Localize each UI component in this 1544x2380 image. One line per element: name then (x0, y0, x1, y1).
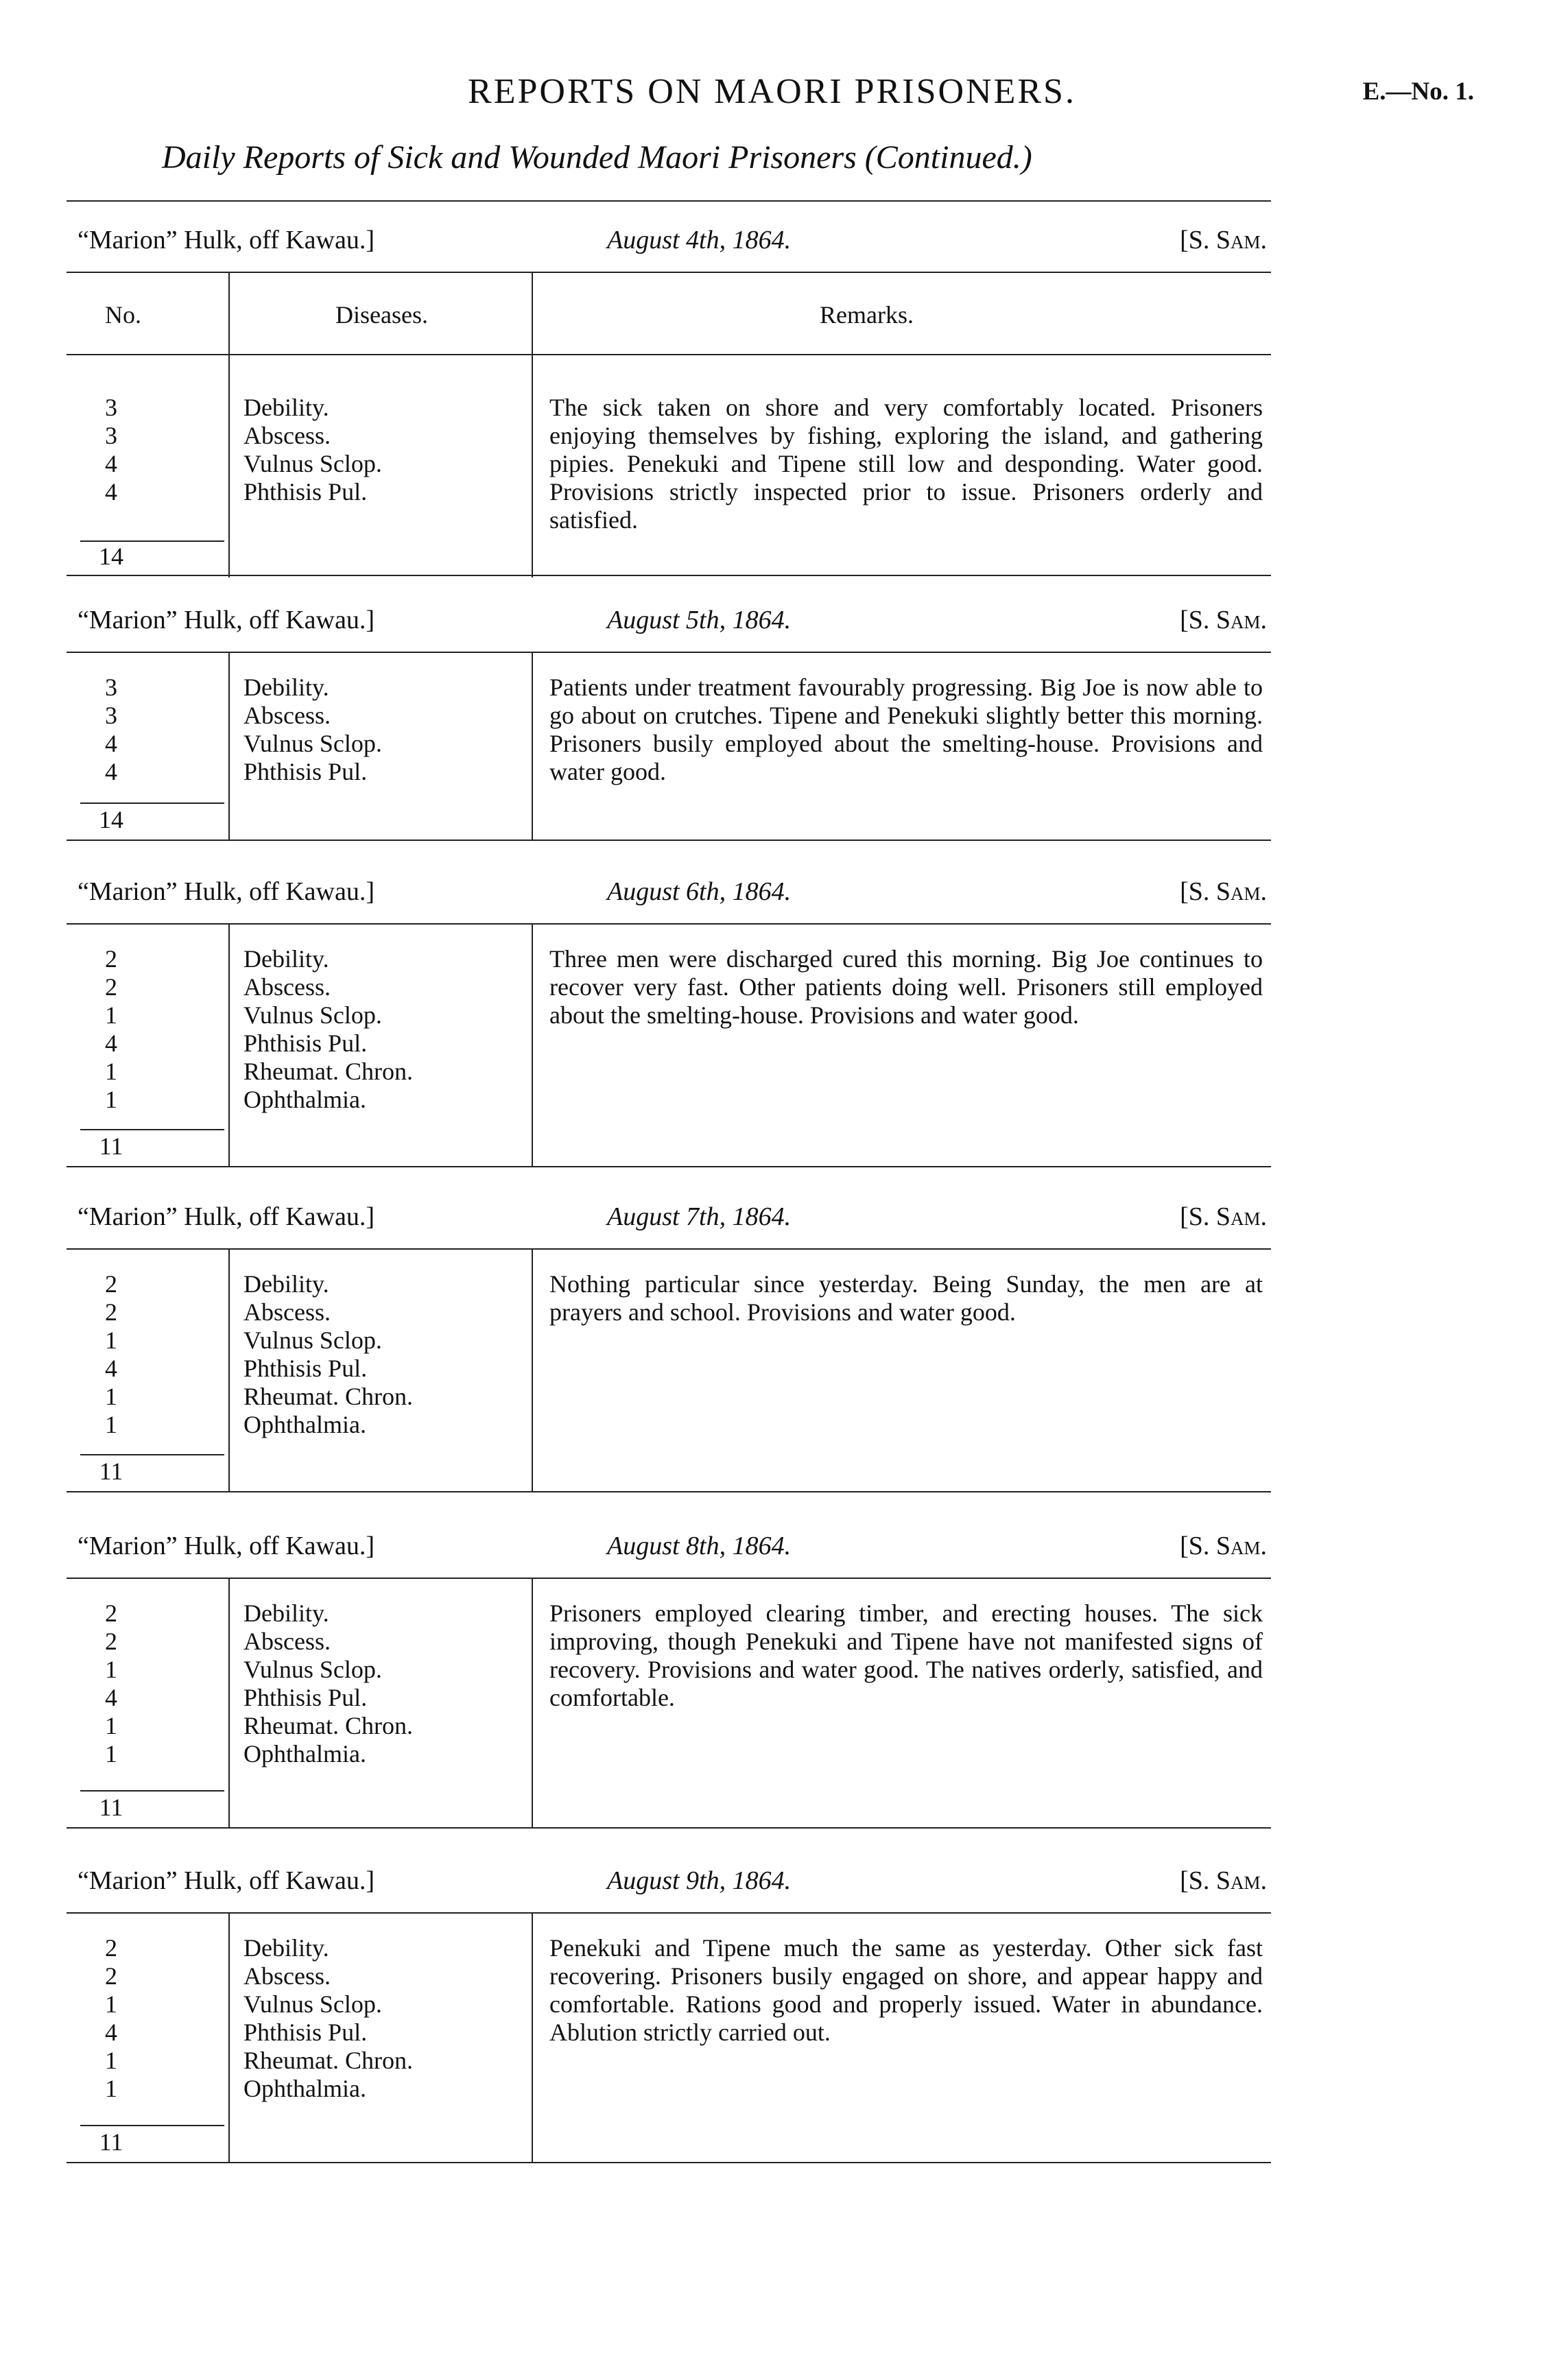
page-title: REPORTS ON MAORI PRISONERS. (468, 72, 1076, 111)
disease-name: Debility. (244, 1934, 329, 1962)
report-remarks: Nothing particular since yesterday. Being Sunday, the men are at prayers and school. Provisions and water good. (549, 1270, 1263, 1326)
report-officer: [S. Sam. (1180, 226, 1267, 254)
report-remarks: Patients under treatment favourably progressing. Big Joe is now able to go about on crutches. Tipene and Penekuki slightly better this morning. Prisoners busily employed about the smelting-house. Provisions and water good. (549, 674, 1263, 785)
disease-count: 3 (105, 674, 117, 701)
disease-name: Rheumat. Chron. (244, 1712, 413, 1739)
disease-name: Phthisis Pul. (244, 2019, 368, 2046)
disease-count: 1 (105, 1411, 117, 1438)
disease-name: Rheumat. Chron. (244, 2047, 413, 2074)
disease-name: Debility. (244, 945, 329, 973)
report-body (67, 1248, 1271, 1492)
report-officer: [S. Sam. (1180, 1532, 1267, 1560)
report-officer: [S. Sam. (1180, 877, 1267, 906)
disease-count: 3 (105, 394, 117, 421)
disease-count: 1 (105, 1990, 117, 2018)
daily-report (67, 1509, 1271, 1829)
total-count: 11 (99, 1132, 123, 1160)
report-body (67, 1578, 1271, 1829)
disease-count: 3 (105, 702, 117, 729)
report-body (67, 652, 1271, 841)
daily-report (67, 203, 1271, 578)
report-remarks: Prisoners employed clearing timber, and erecting houses. The sick improving, though Penekuki and Tipene have not manifested signs of recovery. Provisions and water good. The natives orderly, satisfied, and comfortable. (549, 1599, 1263, 1711)
disease-name: Vulnus Sclop. (244, 450, 382, 477)
daily-report (67, 855, 1271, 1167)
disease-count: 4 (105, 478, 117, 505)
disease-count: 2 (105, 1962, 117, 1990)
report-header (67, 1180, 1271, 1248)
report-bottom-rule (67, 575, 1271, 576)
total-rule (80, 540, 224, 542)
disease-count: 4 (105, 758, 117, 785)
disease-name: Vulnus Sclop. (244, 1990, 382, 2018)
total-count: 11 (99, 1794, 123, 1821)
total-rule (80, 802, 224, 804)
disease-count: 1 (105, 1058, 117, 1085)
disease-name: Abscess. (244, 422, 331, 449)
daily-report (67, 583, 1271, 841)
disease-count: 4 (105, 450, 117, 477)
disease-count: 4 (105, 1355, 117, 1382)
disease-count: 4 (105, 1030, 117, 1057)
report-header (67, 203, 1271, 272)
disease-count: 2 (105, 1934, 117, 1962)
report-date: August 5th, 1864. (607, 606, 792, 634)
disease-count: 1 (105, 1001, 117, 1029)
report-location: “Marion” Hulk, off Kawau.] (78, 1532, 375, 1560)
report-header (67, 1509, 1271, 1578)
daily-report (67, 1844, 1271, 2163)
disease-count: 2 (105, 1270, 117, 1298)
disease-name: Phthisis Pul. (244, 758, 368, 785)
disease-count: 4 (105, 730, 117, 757)
report-location: “Marion” Hulk, off Kawau.] (78, 226, 375, 254)
report-officer: [S. Sam. (1180, 1202, 1267, 1231)
disease-name: Vulnus Sclop. (244, 1326, 382, 1354)
disease-counts (80, 945, 142, 1114)
column-header-diseases: Diseases. (335, 301, 428, 329)
report-date: August 8th, 1864. (607, 1532, 792, 1560)
total-rule (80, 1454, 224, 1455)
disease-name: Vulnus Sclop. (244, 1656, 382, 1683)
disease-name: Phthisis Pul. (244, 1684, 368, 1711)
disease-name: Rheumat. Chron. (244, 1058, 413, 1085)
total-rule (80, 1790, 224, 1792)
column-header-remarks: Remarks. (820, 301, 914, 329)
disease-count: 1 (105, 2047, 117, 2074)
disease-name: Debility. (244, 394, 329, 421)
disease-count: 2 (105, 945, 117, 973)
report-officer: [S. Sam. (1180, 606, 1267, 634)
daily-report (67, 1180, 1271, 1492)
report-remarks: The sick taken on shore and very comfortably located. Prisoners enjoying themselves by fishing, exploring the island, and gathering pipies. Penekuki and Tipene still low and desponding. Water good. Provisions strictly inspected prior to issue. Prisoners orderly and satisfied. (549, 394, 1263, 534)
disease-name: Vulnus Sclop. (244, 1001, 382, 1029)
report-remarks: Penekuki and Tipene much the same as yesterday. Other sick fast recovering. Prisoners busily engaged on shore, and appear happy and comfortable. Rations good and properly issued. Water in abundance. Ablution strictly carried out. (549, 1934, 1263, 2046)
disease-count: 2 (105, 1298, 117, 1326)
disease-list (244, 674, 382, 786)
disease-counts (80, 394, 142, 506)
page-reference: E.—No. 1. (1362, 78, 1474, 106)
report-date: August 4th, 1864. (607, 226, 792, 254)
total-rule (80, 2125, 224, 2126)
disease-count: 1 (105, 1712, 117, 1739)
report-remarks: Three men were discharged cured this morning. Big Joe continues to recover very fast. Other patients doing well. Prisoners still employed about the smelting-house. Provisions and water good. (549, 945, 1263, 1029)
report-location: “Marion” Hulk, off Kawau.] (78, 877, 375, 906)
report-officer: [S. Sam. (1180, 1866, 1267, 1895)
disease-name: Phthisis Pul. (244, 1030, 368, 1057)
report-header (67, 855, 1271, 923)
disease-name: Debility. (244, 1270, 329, 1298)
disease-name: Ophthalmia. (244, 1086, 366, 1113)
disease-counts (80, 1599, 142, 1768)
disease-count: 1 (105, 1656, 117, 1683)
total-count: 11 (99, 2128, 123, 2156)
total-count: 11 (99, 1457, 123, 1485)
disease-count: 4 (105, 1684, 117, 1711)
disease-name: Abscess. (244, 1628, 331, 1655)
report-bottom-rule (67, 840, 1271, 841)
disease-name: Ophthalmia. (244, 1411, 366, 1438)
disease-name: Vulnus Sclop. (244, 730, 382, 757)
disease-list (244, 945, 413, 1114)
disease-count: 2 (105, 1628, 117, 1655)
top-rule (67, 200, 1271, 202)
report-location: “Marion” Hulk, off Kawau.] (78, 606, 375, 634)
disease-count: 1 (105, 1086, 117, 1113)
report-bottom-rule (67, 2162, 1271, 2163)
disease-count: 1 (105, 1326, 117, 1354)
disease-counts (80, 1934, 142, 2103)
disease-count: 1 (105, 1383, 117, 1410)
report-location: “Marion” Hulk, off Kawau.] (78, 1202, 375, 1231)
report-date: August 6th, 1864. (607, 877, 792, 906)
disease-name: Rheumat. Chron. (244, 1383, 413, 1410)
report-header (67, 583, 1271, 652)
disease-name: Phthisis Pul. (244, 1355, 368, 1382)
disease-name: Abscess. (244, 702, 331, 729)
total-rule (80, 1129, 224, 1130)
disease-count: 3 (105, 422, 117, 449)
report-date: August 9th, 1864. (607, 1866, 792, 1895)
report-bottom-rule (67, 1491, 1271, 1492)
disease-name: Abscess. (244, 1298, 331, 1326)
report-bottom-rule (67, 1827, 1271, 1829)
column-header-row (67, 272, 1271, 354)
disease-name: Debility. (244, 1599, 329, 1627)
report-body (67, 923, 1271, 1167)
report-body (67, 354, 1271, 578)
disease-name: Debility. (244, 674, 329, 701)
disease-count: 1 (105, 1740, 117, 1768)
disease-count: 1 (105, 2075, 117, 2102)
report-location: “Marion” Hulk, off Kawau.] (78, 1866, 375, 1895)
report-date: August 7th, 1864. (607, 1202, 792, 1231)
disease-list (244, 1934, 413, 2103)
disease-counts (80, 674, 142, 786)
disease-name: Abscess. (244, 1962, 331, 1990)
column-header-no: No. (105, 301, 141, 329)
disease-counts (80, 1270, 142, 1439)
total-count: 14 (99, 543, 123, 570)
report-header (67, 1844, 1271, 1912)
disease-list (244, 1270, 413, 1439)
disease-count: 4 (105, 2019, 117, 2046)
disease-list (244, 394, 382, 506)
disease-count: 2 (105, 973, 117, 1001)
disease-name: Ophthalmia. (244, 2075, 366, 2102)
disease-name: Ophthalmia. (244, 1740, 366, 1768)
disease-name: Phthisis Pul. (244, 478, 368, 505)
disease-list (244, 1599, 413, 1768)
disease-name: Abscess. (244, 973, 331, 1001)
disease-count: 2 (105, 1599, 117, 1627)
total-count: 14 (99, 806, 123, 833)
report-bottom-rule (67, 1166, 1271, 1167)
report-body (67, 1912, 1271, 2163)
page-subtitle: Daily Reports of Sick and Wounded Maori Prisoners (Continued.) (162, 139, 1032, 176)
